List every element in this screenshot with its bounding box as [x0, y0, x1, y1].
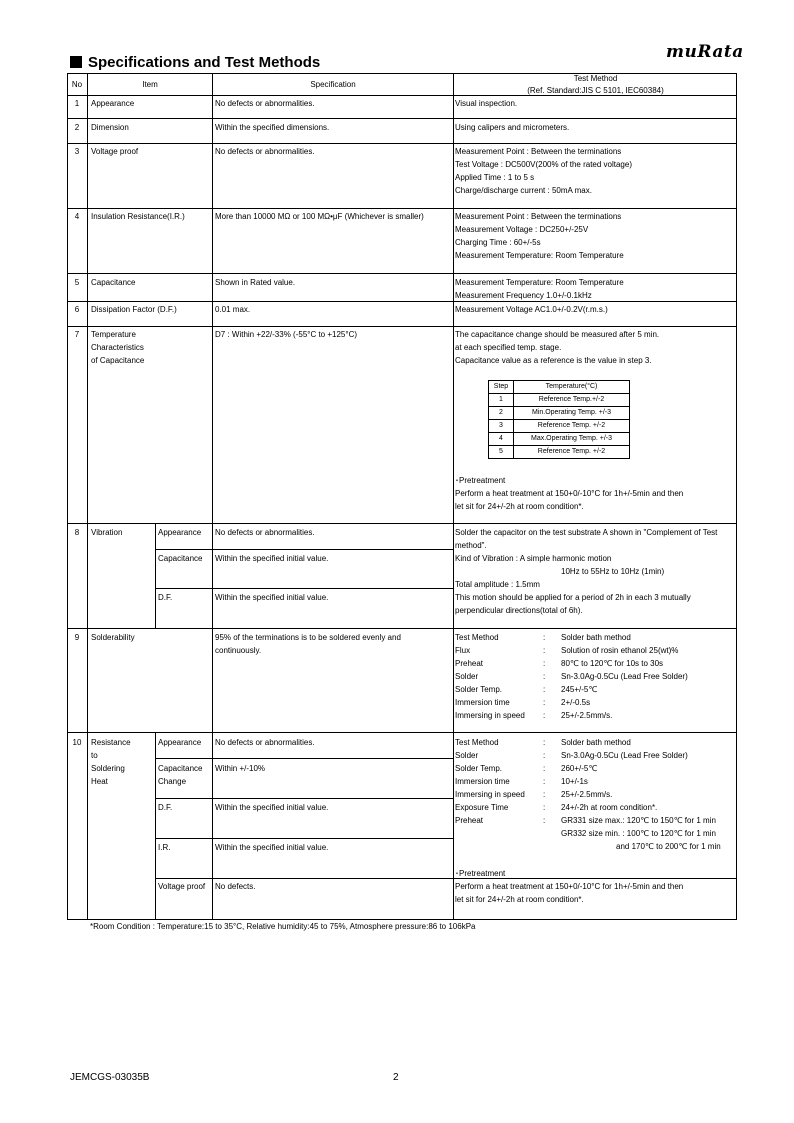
col-header-test-method-ref: (Ref. Standard:JIS C 5101, IEC60384)	[527, 86, 664, 95]
spec-text: continuously.	[215, 646, 262, 655]
method-text: Capacitance value as a reference is the value in step 3.	[455, 356, 652, 365]
method-label: Solder Temp.	[455, 685, 502, 694]
step-table-header	[489, 381, 630, 394]
col-rule	[155, 732, 156, 920]
row-rule	[67, 301, 737, 302]
col-header-test-method: Test Method	[573, 74, 618, 83]
method-text: Measurement Point : Between the terminations	[455, 212, 622, 221]
pretreatment-text: ･Pretreatment	[455, 476, 506, 485]
method-label: Immersing in speed	[455, 790, 525, 799]
step-temp: Reference Temp. +/-2	[514, 420, 630, 433]
step-temp: Min.Operating Temp. +/-3	[514, 407, 630, 420]
col-header-specification: Specification	[310, 80, 356, 89]
spec-text: Within the specified dimensions.	[215, 123, 330, 132]
col-rule	[87, 73, 88, 920]
method-value: 260+/-5℃	[561, 764, 598, 773]
step-no: 1	[489, 394, 514, 407]
row-rule	[67, 143, 737, 144]
item-name: Voltage proof	[91, 147, 139, 156]
method-label: Immersing in speed	[455, 711, 525, 720]
colon: :	[543, 633, 546, 642]
method-label: Immersion time	[455, 777, 510, 786]
sub-item-name: Appearance	[158, 528, 202, 537]
item-name: Temperature	[91, 330, 136, 339]
item-name: Capacitance	[91, 278, 136, 287]
step-temp: Max.Operating Temp. +/-3	[514, 433, 630, 446]
item-name: Dimension	[91, 123, 129, 132]
subrow-rule	[155, 798, 453, 799]
method-value: GR332 size min. : 100℃ to 120℃ for 1 min	[561, 829, 716, 838]
item-name: Dissipation Factor (D.F.)	[91, 305, 177, 314]
item-name: to	[91, 751, 98, 760]
murata-logo: muRata	[666, 42, 744, 62]
sub-item-name: Appearance	[158, 738, 202, 747]
spec-text: Within the specified initial value.	[215, 593, 329, 602]
pretreatment-text: ･Pretreatment	[455, 869, 506, 878]
pretreatment-text: Perform a heat treatment at 150+0/-10°C for 1h+/-5min and then	[455, 489, 684, 498]
item-name: Appearance	[91, 99, 135, 108]
method-text: Applied Time : 1 to 5 s	[455, 173, 535, 182]
temperature-header: Temperature(°C)	[514, 381, 630, 394]
method-label: Test Method	[455, 633, 499, 642]
method-value: 10+/-1s	[561, 777, 588, 786]
row-rule	[67, 118, 737, 119]
col-header-no: No	[71, 80, 83, 89]
document-code: JEMCGS-03035B	[70, 1072, 150, 1083]
colon: :	[543, 711, 546, 720]
colon: :	[543, 790, 546, 799]
method-text: Measurement Temperature: Room Temperature	[455, 278, 624, 287]
item-name: Vibration	[91, 528, 123, 537]
colon: :	[543, 803, 546, 812]
spec-text: No defects or abnormalities.	[215, 528, 315, 537]
method-label: Solder	[455, 672, 479, 681]
step-no: 2	[489, 407, 514, 420]
row-rule	[67, 208, 737, 209]
method-value: Solder bath method	[561, 633, 631, 642]
step-no: 4	[489, 433, 514, 446]
sub-item-name: Capacitance	[158, 554, 203, 563]
method-text: Measurement Point : Between the terminations	[455, 147, 622, 156]
method-label: Solder	[455, 751, 479, 760]
item-name: Insulation Resistance(I.R.)	[91, 212, 185, 221]
step-row	[489, 446, 630, 459]
method-text: Charging Time : 60+/-5s	[455, 238, 541, 247]
method-label: Immersion time	[455, 698, 510, 707]
page-title-text: Specifications and Test Methods	[88, 54, 321, 71]
sub-item-name: Capacitance	[158, 764, 203, 773]
row-rule	[67, 628, 737, 629]
method-text: Test Voltage : DC500V(200% of the rated voltage)	[455, 160, 632, 169]
col-rule	[155, 523, 156, 628]
spec-text: Within +/-10%	[215, 764, 266, 773]
item-name: Solderability	[91, 633, 135, 642]
method-value: and 170℃ to 200℃ for 1 min	[616, 842, 721, 851]
method-text: Measurement Voltage : DC250+/-25V	[455, 225, 589, 234]
method-text: Measurement Voltage AC1.0+/-0.2V(r.m.s.)	[455, 305, 608, 314]
row-no: 2	[74, 123, 80, 132]
step-header: Step	[489, 381, 514, 394]
sub-item-name: Voltage proof	[158, 882, 206, 891]
subrow-rule	[155, 588, 453, 589]
colon: :	[543, 685, 546, 694]
row-no: 10	[72, 738, 82, 747]
method-text: This motion should be applied for a period of 2h in each 3 mutually	[455, 593, 691, 602]
method-text: at each specified temp. stage.	[455, 343, 562, 352]
subrow-rule	[155, 758, 453, 759]
spec-text: No defects.	[215, 882, 256, 891]
step-row	[489, 394, 630, 407]
spec-text: 0.01 max.	[215, 305, 251, 314]
method-text: Charge/discharge current : 50mA max.	[455, 186, 592, 195]
row-rule	[67, 732, 737, 733]
method-text: 10Hz to 55Hz to 10Hz (1min)	[561, 567, 665, 576]
method-value: GR331 size max.: 120℃ to 150℃ for 1 min	[561, 816, 716, 825]
method-text: method".	[455, 541, 487, 550]
col-rule	[453, 73, 454, 920]
row-rule	[67, 523, 737, 524]
item-name: Heat	[91, 777, 108, 786]
method-value: 2+/-0.5s	[561, 698, 591, 707]
method-label: Preheat	[455, 816, 484, 825]
item-name: Resistance	[91, 738, 131, 747]
method-text: Total amplitude : 1.5mm	[455, 580, 540, 589]
row-rule	[67, 326, 737, 327]
method-value: Sn-3.0Ag-0.5Cu (Lead Free Solder)	[561, 751, 688, 760]
spec-text: Within the specified initial value.	[215, 803, 329, 812]
page-title	[70, 54, 320, 71]
step-no: 5	[489, 446, 514, 459]
spec-text: No defects or abnormalities.	[215, 738, 315, 747]
method-text: Visual inspection.	[455, 99, 518, 108]
sub-item-name: Change	[158, 777, 187, 786]
step-no: 3	[489, 420, 514, 433]
colon: :	[543, 751, 546, 760]
method-label: Preheat	[455, 659, 484, 668]
method-text: perpendicular directions(total of 6h).	[455, 606, 583, 615]
col-rule	[212, 73, 213, 920]
pretreatment-text: let sit for 24+/-2h at room condition*.	[455, 895, 584, 904]
colon: :	[543, 672, 546, 681]
colon: :	[543, 816, 546, 825]
row-no: 3	[74, 147, 80, 156]
subrow-rule	[155, 549, 453, 550]
method-value: 25+/-2.5mm/s.	[561, 711, 613, 720]
page-number: 2	[393, 1072, 399, 1083]
subrow-rule	[155, 878, 737, 879]
method-value: 245+/-5℃	[561, 685, 598, 694]
spec-text: 95% of the terminations is to be soldered evenly and	[215, 633, 401, 642]
step-row	[489, 407, 630, 420]
method-label: Solder Temp.	[455, 764, 502, 773]
method-value: Solution of rosin ethanol 25(wt)%	[561, 646, 679, 655]
col-header-item: Item	[142, 80, 158, 89]
row-no: 1	[74, 99, 80, 108]
step-row	[489, 420, 630, 433]
row-rule	[67, 273, 737, 274]
method-value: Solder bath method	[561, 738, 631, 747]
colon: :	[543, 698, 546, 707]
method-label: Test Method	[455, 738, 499, 747]
colon: :	[543, 646, 546, 655]
method-text: Solder the capacitor on the test substrate A shown in "Complement of Test	[455, 528, 718, 537]
spec-text: Within the specified initial value.	[215, 843, 329, 852]
sub-item-name: D.F.	[158, 593, 173, 602]
step-temp: Reference Temp. +/-2	[514, 446, 630, 459]
colon: :	[543, 777, 546, 786]
spec-text: Within the specified initial value.	[215, 554, 329, 563]
sub-item-name: I.R.	[158, 843, 171, 852]
item-name: Characteristics	[91, 343, 144, 352]
method-text: Using calipers and micrometers.	[455, 123, 570, 132]
item-name: of Capacitance	[91, 356, 145, 365]
colon: :	[543, 659, 546, 668]
row-no: 8	[74, 528, 80, 537]
spec-text: D7 : Within +22/-33% (-55°C to +125°C)	[215, 330, 358, 339]
room-condition-note: *Room Condition : Temperature:15 to 35°C, Relative humidity:45 to 75%, Atmosphere pressure:86 to 106kPa	[90, 922, 476, 931]
method-value: 24+/-2h at room condition*.	[561, 803, 658, 812]
subrow-rule	[155, 838, 453, 839]
spec-text: No defects or abnormalities.	[215, 99, 315, 108]
colon: :	[543, 764, 546, 773]
method-label: Exposure Time	[455, 803, 509, 812]
square-bullet-icon	[70, 56, 82, 68]
pretreatment-text: Perform a heat treatment at 150+0/-10°C for 1h+/-5min and then	[455, 882, 684, 891]
row-no: 9	[74, 633, 80, 642]
spec-text: More than 10000 MΩ or 100 MΩ•μF (Whichever is smaller)	[215, 212, 424, 221]
method-text: Kind of Vibration : A simple harmonic motion	[455, 554, 612, 563]
method-value: Sn-3.0Ag-0.5Cu (Lead Free Solder)	[561, 672, 688, 681]
row-no: 7	[74, 330, 80, 339]
method-text: The capacitance change should be measured after 5 min.	[455, 330, 660, 339]
method-text: Measurement Temperature: Room Temperature	[455, 251, 624, 260]
temperature-step-table	[488, 380, 630, 459]
method-text: Measurement Frequency 1.0+/-0.1kHz	[455, 291, 592, 300]
sub-item-name: D.F.	[158, 803, 173, 812]
step-temp: Reference Temp.+/-2	[514, 394, 630, 407]
step-row	[489, 433, 630, 446]
row-no: 5	[74, 278, 80, 287]
spec-text: Shown in Rated value.	[215, 278, 296, 287]
row-no: 4	[74, 212, 80, 221]
row-no: 6	[74, 305, 80, 314]
spec-text: No defects or abnormalities.	[215, 147, 315, 156]
colon: :	[543, 738, 546, 747]
method-value: 80℃ to 120℃ for 10s to 30s	[561, 659, 664, 668]
item-name: Soldering	[91, 764, 125, 773]
method-value: 25+/-2.5mm/s.	[561, 790, 613, 799]
method-label: Flux	[455, 646, 471, 655]
pretreatment-text: let sit for 24+/-2h at room condition*.	[455, 502, 584, 511]
